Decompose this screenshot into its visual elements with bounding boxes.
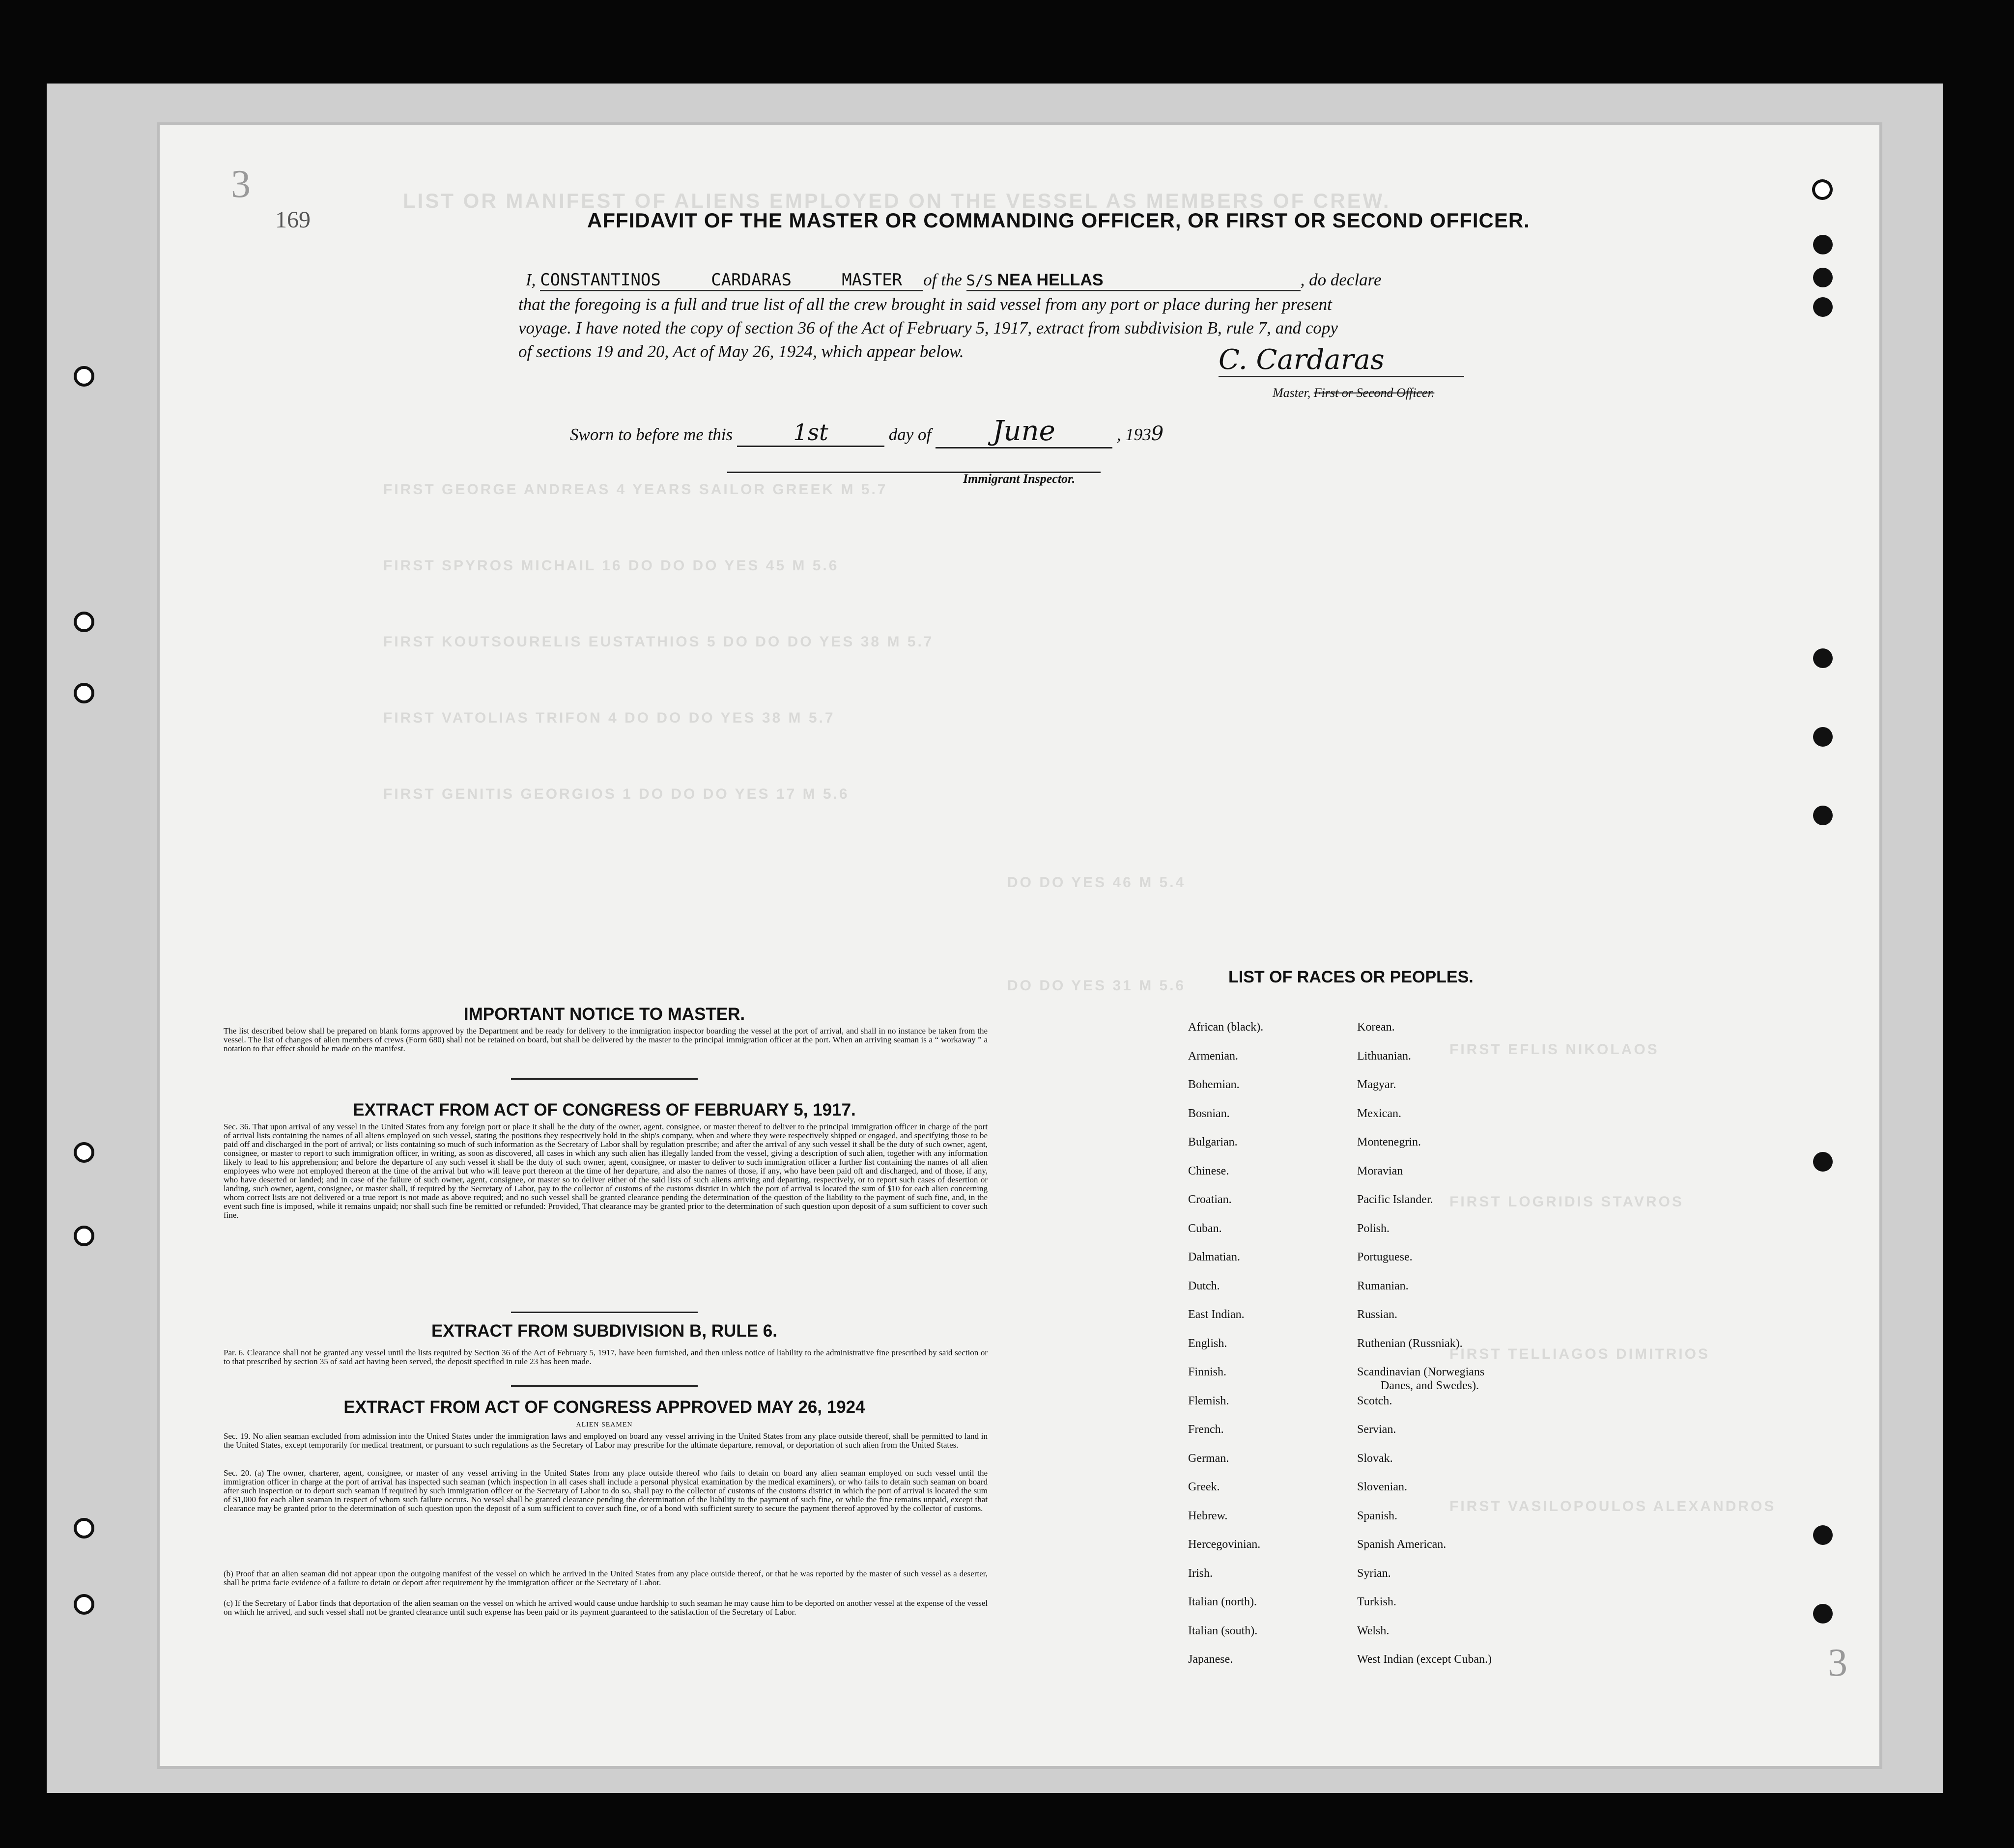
inspector-label: Immigrant Inspector. [963, 472, 1076, 486]
binder-hole [74, 366, 94, 387]
race-item: Scotch. [1357, 1394, 1392, 1407]
race-item: Spanish American. [1357, 1538, 1447, 1551]
binder-hole [1813, 806, 1833, 825]
race-item: Ruthenian (Russniak). [1357, 1337, 1463, 1350]
binder-hole [74, 1142, 94, 1163]
race-item: Rumanian. [1357, 1279, 1409, 1292]
race-item: Spanish. [1357, 1509, 1398, 1522]
race-item: Slovenian. [1357, 1481, 1407, 1493]
race-item: Bosnian. [1188, 1107, 1230, 1120]
extract-1924-sec20a: Sec. 20. (a) The owner, charterer, agent, consignee, or master of any vessel arriving in the United States from any place outside thereof who fails to detain on board any alien seaman employed on such vessel until the immigration officer in charge at the port of arrival has inspected such seaman (which inspection in all cases shall include a personal physical examination by the medical examiners), or who fails to detain such seaman on board after such inspection or to deport such seaman if required by such immigration officer or the Secretary of Labor to do so, shall pay to the collector of customs of the customs district in which the port of arrival is located the sum of $1,000 for each alien seaman in respect of whom such failure occurs. No vessel shall be granted clearance pending the determination of the liability to the payment of such fine, or while the fine remains unpaid, except that clearance may be granted prior to the determination of such question upon the deposit of a sum sufficient to cover such fine, or of a bond with sufficient surety to secure the payment thereof approved by the collector of customs. [224, 1468, 988, 1513]
form-number: 169 [275, 207, 311, 233]
race-item: Magyar. [1357, 1078, 1396, 1091]
notice-text: The list described below shall be prepared on blank forms approved by the Department and be ready for delivery to the immigration inspector boarding the vessel at the port of arrival, and shall in no instance be taken from the vessel. The list of changes of alien members of crews (Form 680) shall not be retained on board, but shall be delivered by the master to the principal immigration officer at the port. When an arriving seaman is a “ workaway ” a notation to that effect should be made on the manifest. [224, 1026, 988, 1054]
race-item: Cuban. [1188, 1222, 1222, 1235]
year-prefix: , 193 [1116, 425, 1151, 444]
race-item: Dutch. [1188, 1279, 1220, 1292]
binder-hole [1813, 1525, 1833, 1545]
race-item: Irish. [1188, 1567, 1213, 1580]
binder-hole [1812, 179, 1833, 200]
affidavit-text-line-4: of sections 19 and 20, Act of May 26, 1924, which appear below. [518, 342, 964, 361]
affidavit-sheet [160, 125, 1879, 1766]
race-item: Bulgarian. [1188, 1136, 1238, 1148]
binder-hole [1813, 727, 1833, 747]
race-item: Scandinavian (Norwegians [1357, 1366, 1485, 1378]
binder-hole [74, 1518, 94, 1539]
race-item: Montenegrin. [1357, 1136, 1421, 1148]
signature-caption-master: Master, [1273, 386, 1311, 400]
race-item: Servian. [1357, 1423, 1396, 1436]
binder-hole [1813, 268, 1833, 287]
master-rank: MASTER [842, 270, 903, 290]
race-item: Syrian. [1357, 1567, 1391, 1580]
race-item: Welsh. [1357, 1624, 1390, 1637]
extract-1924-sec20c: (c) If the Secretary of Labor finds that deportation of the alien seaman on the vessel on which he arrived would cause undue hardship to such seaman he may cause him to be deported on another vessel at the expense of the vessel on which he arrived, and such vessel shall not be granted clearance until such expense has been paid or its payment guaranteed to the satisfaction of the Secretary of Labor. [224, 1598, 988, 1617]
race-item: Armenian. [1188, 1049, 1238, 1063]
race-item: Danes, and Swedes). [1381, 1379, 1479, 1392]
race-item: Hercegovinian. [1188, 1538, 1261, 1551]
page-number-bottom: 3 [1828, 1641, 1847, 1684]
race-item: Italian (south). [1188, 1624, 1258, 1637]
extract-1924-sec20b: (b) Proof that an alien seaman did not appear upon the outgoing manifest of the vessel on which he arrived in the United States from any place outside thereof, or that he was reported by the master of such vessel as a deserter, shall be prima facie evidence of a failure to detain or deport after requirement by the immigration officer or the Secretary of Labor. [224, 1569, 988, 1588]
binder-hole [1813, 648, 1833, 668]
notice-title: IMPORTANT NOTICE TO MASTER. [463, 1005, 745, 1024]
race-item: Portuguese. [1357, 1251, 1413, 1263]
master-first-name: CONSTANTINOS [540, 270, 661, 290]
affidavit-declaration-line [526, 270, 1382, 291]
race-item: Croatian. [1188, 1193, 1232, 1206]
race-item: English. [1188, 1337, 1227, 1350]
extract-1924-sec19: Sec. 19. No alien seaman excluded from admission into the United States under the immigration laws and employed on board any vessel arriving in the United States from any place outside thereof, shall be permitted to land in the United States, except temporarily for medical treatment, or pursuant to such regulations as the Secretary of Labor may prescribe for the ultimate departure, removal, or deportation of such alien from the United States. [224, 1431, 988, 1450]
day-of: day of [888, 425, 932, 444]
race-item: Flemish. [1188, 1394, 1229, 1407]
extract-rule6-title: EXTRACT FROM SUBDIVISION B, RULE 6. [431, 1321, 777, 1341]
signature-caption [1273, 386, 1434, 400]
divider [511, 1078, 698, 1080]
binder-hole [1813, 1152, 1833, 1172]
race-item: French. [1188, 1423, 1224, 1436]
binder-hole [74, 1226, 94, 1246]
race-item: Dalmatian. [1188, 1251, 1240, 1263]
extract-1924-subtitle: ALIEN SEAMEN [576, 1421, 633, 1428]
binder-hole [74, 1594, 94, 1615]
sworn-day: 1st [737, 419, 884, 447]
of-the: of the [923, 270, 962, 289]
vessel-name: NEA HELLAS [997, 271, 1104, 289]
race-item: Pacific Islander. [1357, 1193, 1433, 1206]
pronoun: I, [526, 270, 536, 289]
binder-hole [1813, 235, 1833, 254]
race-item: African (black). [1188, 1021, 1264, 1034]
race-item: Korean. [1357, 1021, 1395, 1034]
affidavit-text-line-3: voyage. I have noted the copy of section 36 of the Act of February 5, 1917, extract from subdivision B, rule 7, and copy [518, 318, 1338, 337]
binder-hole [74, 683, 94, 703]
extract-1924-title: EXTRACT FROM ACT OF CONGRESS APPROVED MAY 26, 1924 [343, 1398, 865, 1417]
race-item: Japanese. [1188, 1653, 1233, 1666]
sworn-prefix: Sworn to before me this [570, 425, 733, 444]
binder-hole [1813, 1604, 1833, 1624]
race-item: Lithuanian. [1357, 1049, 1411, 1063]
master-last-name: CARDARAS [711, 270, 792, 290]
race-item: Moravian [1357, 1164, 1403, 1177]
race-item: East Indian. [1188, 1308, 1245, 1321]
race-item: Turkish. [1357, 1596, 1396, 1608]
affidavit-title: AFFIDAVIT OF THE MASTER OR COMMANDING OFFICER, OR FIRST OR SECOND OFFICER. [587, 209, 1530, 232]
race-item: Slovak. [1357, 1452, 1393, 1465]
year-digit: 9 [1151, 422, 1164, 445]
race-item: Polish. [1357, 1222, 1390, 1235]
races-title: LIST OF RACES OR PEOPLES. [1228, 968, 1474, 986]
race-item: Greek. [1188, 1481, 1220, 1493]
race-item: Russian. [1357, 1308, 1398, 1321]
master-signature: C. Cardaras [1219, 344, 1464, 377]
divider [511, 1385, 698, 1387]
signature-caption-struck: First or Second Officer. [1313, 386, 1435, 400]
race-item: West Indian (except Cuban.) [1357, 1653, 1492, 1666]
race-item: Italian (north). [1188, 1596, 1257, 1608]
master-name-field [540, 270, 923, 291]
sworn-month: June [936, 415, 1112, 448]
extract-rule6-text: Par. 6. Clearance shall not be granted any vessel until the lists required by Section 36 of the Act of February 5, 1917, have been furnished, and then unless notice of liability to the administrative fine prescribed by said section or to that prescribed by section 35 of said act having been served, the deposit specified in rule 23 has been made. [224, 1348, 988, 1367]
binder-hole [1813, 297, 1833, 317]
race-item: German. [1188, 1452, 1229, 1465]
race-item: Finnish. [1188, 1366, 1227, 1378]
vessel-prefix: S/S [966, 272, 993, 289]
race-item: Mexican. [1357, 1107, 1401, 1120]
page-number: 3 [231, 163, 251, 206]
race-item: Chinese. [1188, 1164, 1229, 1177]
sworn-line [570, 415, 1163, 448]
affidavit-text-line-2: that the foregoing is a full and true list of all the crew brought in said vessel from any port or place during her present [518, 295, 1332, 314]
race-item: Bohemian. [1188, 1078, 1240, 1091]
divider [511, 1312, 698, 1313]
binder-hole [74, 612, 94, 632]
do-declare: , do declare [1300, 270, 1382, 289]
race-item: Hebrew. [1188, 1509, 1228, 1522]
extract-1917-text: Sec. 36. That upon arrival of any vessel in the United States from any foreign port or place it shall be the duty of the owner, agent, consignee, or master thereof to deliver to the principal immigration officer in charge of the port of arrival lists containing the names of all aliens employed on such vessel, stating the positions they respectively hold in the ship's company, when and where they were respectively shipped or engaged, and specifying those to be paid off and discharged in the port of arrival; or lists containing so much of such information as the Secretary of Labor shall by regulation prescribe; and after the arrival of any such vessel it shall be the duty of such owner, agent, consignee, or master to report to such immigration officer, in writing, as soon as discovered, all cases in which any such alien has illegally landed from the vessel, giving a description of such alien, together with any information likely to lead to his apprehension; and before the departure of any such vessel it shall be the duty of such owner, agent, consignee, or master to deliver to such immigration officer a further list containing the names of all alien employees who were not employed thereon at the time of the arrival but who will leave port thereon at the time of her departure, and also the names of those, if any, who have been paid off and discharged, and of those, if any, who have deserted or landed; and in case of the failure of such owner, agent, consignee, or master so to deliver either of the said lists of such aliens arriving and departing, respectively, or to report such cases of desertion or landing, such owner, agent, consignee, or master shall, if required by the Secretary of Labor, pay to the collector of customs of the customs district in which the port of arrival is located the sum of $10 for each alien concerning whom correct lists are not delivered or a true report is not made as above required; and no such vessel shall be granted clearance pending the determination of the question of the liability to the payment of such fine, and, in the event such fine is imposed, while it remains unpaid; nor shall such fine be remitted or refunded: Provided, That clearance may be granted prior to the determination of such question upon deposit of a sum sufficient to cover such fine. [224, 1122, 988, 1220]
vessel-field [966, 270, 1301, 291]
extract-1917-title: EXTRACT FROM ACT OF CONGRESS OF FEBRUARY 5, 1917. [353, 1100, 856, 1120]
